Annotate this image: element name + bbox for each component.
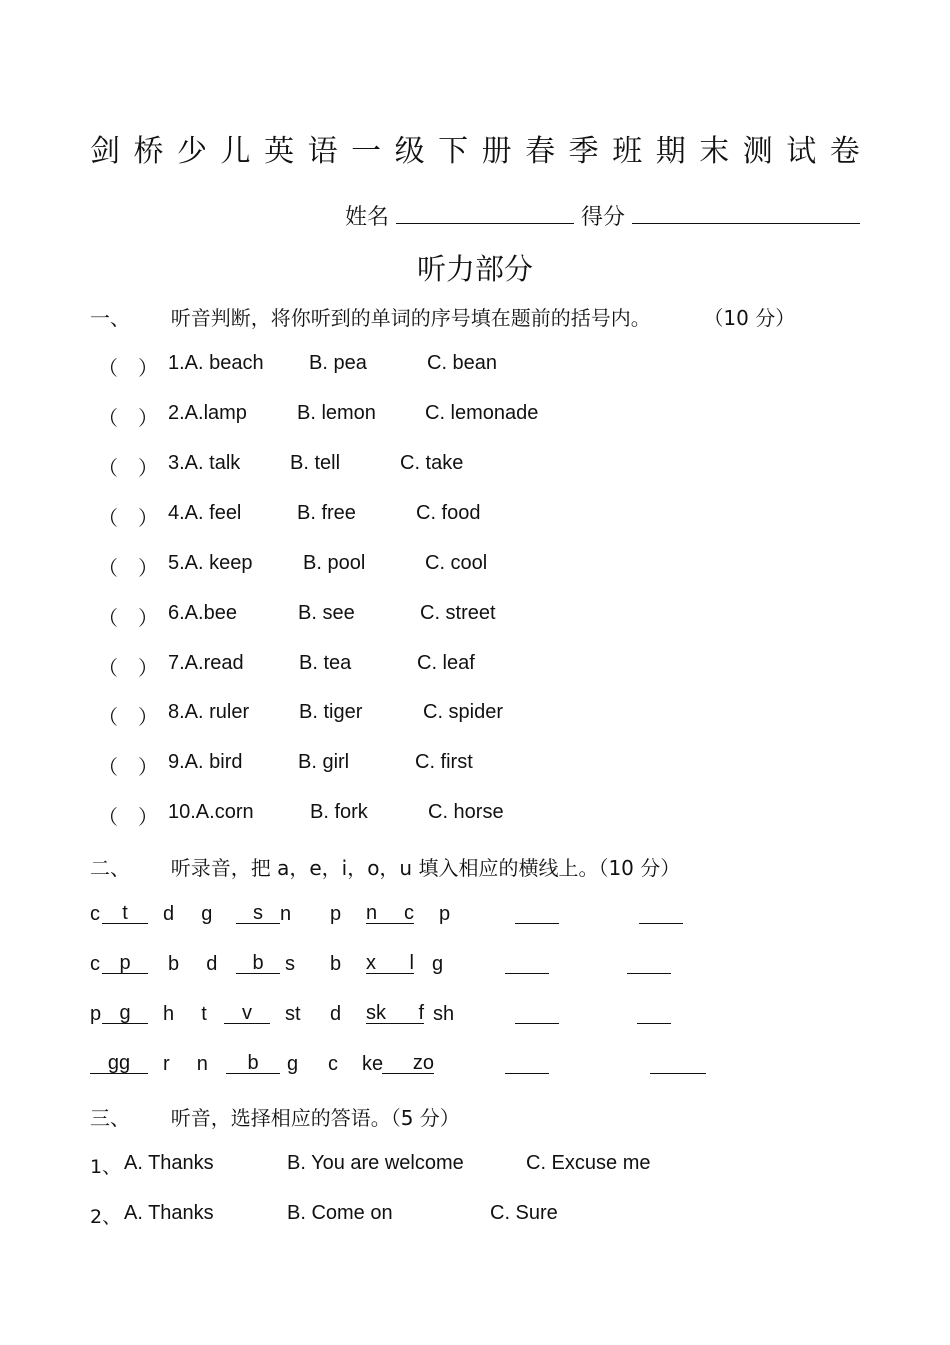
- title-char: 春: [525, 134, 556, 169]
- right-paren: ）: [138, 408, 158, 430]
- blank-letter[interactable]: g: [102, 1003, 148, 1024]
- option-b: B. lemon: [297, 402, 376, 424]
- blank-word[interactable]: [366, 1003, 424, 1024]
- question-number: 1、: [90, 1156, 122, 1178]
- word-start: p: [90, 1003, 102, 1025]
- option-a: A. Thanks: [124, 1202, 214, 1224]
- left-paren: （: [98, 408, 118, 430]
- option-c: C. Excuse me: [526, 1152, 651, 1174]
- option-c: C. bean: [427, 352, 498, 374]
- name-label: 姓名: [345, 205, 390, 230]
- section3-heading: [90, 1102, 460, 1131]
- word-end: sh: [433, 1003, 455, 1025]
- empty-blank[interactable]: [505, 1053, 549, 1074]
- option-b: B. Come on: [287, 1202, 393, 1224]
- left-paren: （: [98, 508, 118, 530]
- option-a: 8.A. ruler: [168, 701, 250, 724]
- section2-instruction: 听录音，把 a，e，i，o，u 填入相应的横线上。（10 分）: [170, 856, 681, 880]
- title-char: 试: [786, 134, 817, 169]
- option-c: C. street: [420, 601, 496, 624]
- title-char: 英: [264, 134, 295, 169]
- blank-word[interactable]: [366, 953, 414, 974]
- blank-letter[interactable]: b: [236, 953, 280, 974]
- blank-part: x: [366, 952, 376, 974]
- blank-letter[interactable]: v: [224, 1003, 270, 1024]
- title-char: 班: [612, 134, 643, 169]
- blank-part: n: [366, 902, 378, 924]
- title-char: 期: [655, 134, 686, 169]
- option-b: B. tiger: [299, 701, 363, 724]
- title-char: 级: [394, 134, 425, 169]
- left-paren: （: [98, 707, 118, 730]
- option-b: B. girl: [298, 751, 350, 774]
- option-b: B. tea: [299, 651, 352, 674]
- option-c: C. lemonade: [425, 402, 539, 424]
- option-a: 9.A. bird: [168, 751, 243, 774]
- word-letters: b d: [168, 953, 218, 975]
- option-a: 1.A. beach: [168, 352, 264, 374]
- option-b: B. see: [298, 601, 355, 624]
- title-char: 测: [742, 134, 773, 169]
- title-char: 季: [568, 134, 599, 169]
- blank-part: sk: [366, 1002, 386, 1024]
- option-c: C. horse: [428, 801, 504, 823]
- title-char: 卷: [829, 134, 860, 169]
- empty-blank[interactable]: [515, 903, 559, 924]
- score-label: 得分: [581, 205, 626, 230]
- option-b: B. pea: [309, 352, 367, 374]
- section3-instruction: 听音，选择相应的答语。（5 分）: [170, 1106, 460, 1130]
- option-c: C. first: [415, 751, 473, 774]
- option-b: B. pool: [303, 552, 366, 574]
- section1-number: 一、: [90, 306, 130, 330]
- title-char: 剑: [90, 134, 120, 169]
- word-start: ke: [362, 1053, 384, 1075]
- option-b: B. fork: [310, 801, 368, 823]
- option-b: B. You are welcome: [287, 1152, 464, 1174]
- section2-number: 二、: [90, 856, 130, 880]
- left-paren: （: [98, 558, 118, 580]
- empty-blank[interactable]: [639, 903, 683, 924]
- right-paren: ）: [138, 458, 158, 480]
- section3-number: 三、: [90, 1106, 130, 1130]
- word-start: c: [328, 1053, 338, 1075]
- blank-letter[interactable]: b: [226, 1053, 280, 1074]
- word-letters: d g: [163, 903, 213, 925]
- word-start: d: [330, 1003, 342, 1025]
- left-paren: （: [98, 358, 118, 380]
- option-c: C. take: [400, 452, 464, 474]
- option-a: 6.A.bee: [168, 601, 237, 624]
- blank-part: f: [418, 1002, 424, 1024]
- right-paren: ）: [138, 508, 158, 530]
- option-a: 5.A. keep: [168, 552, 253, 574]
- option-b: B. tell: [290, 452, 341, 474]
- title-char: 一: [351, 134, 382, 169]
- left-paren: （: [98, 807, 118, 829]
- section1-points: （10 分）: [703, 306, 796, 330]
- word-letters: h t: [163, 1003, 207, 1025]
- title-char: 少: [177, 134, 208, 169]
- option-a: 10.A.corn: [168, 801, 254, 823]
- empty-blank[interactable]: [627, 953, 671, 974]
- name-score-row: [345, 200, 860, 231]
- word-start: p: [330, 903, 342, 925]
- blank-word[interactable]: [366, 903, 414, 924]
- option-a: 4.A. feel: [168, 502, 242, 524]
- blank-letter[interactable]: t: [102, 903, 148, 924]
- section2-heading: [90, 852, 680, 881]
- option-c: C. food: [416, 502, 481, 524]
- empty-blank[interactable]: [650, 1053, 706, 1074]
- right-paren: ）: [138, 607, 158, 630]
- empty-blank[interactable]: [637, 1003, 671, 1024]
- word-start: b: [330, 953, 342, 975]
- question-number: 2、: [90, 1206, 122, 1228]
- title-char: 末: [699, 134, 730, 169]
- word-start: c: [90, 903, 100, 925]
- word-end: n: [280, 903, 292, 925]
- listening-heading: 听力部分: [416, 252, 533, 286]
- right-paren: ）: [138, 657, 158, 680]
- option-a: A. Thanks: [124, 1152, 214, 1174]
- blank-letter[interactable]: s: [236, 903, 280, 924]
- word-letters: r n: [163, 1053, 208, 1075]
- word-end: st: [285, 1003, 301, 1025]
- option-b: B. free: [297, 502, 356, 524]
- blank-letter[interactable]: gg: [90, 1053, 148, 1074]
- blank-letter[interactable]: zo: [382, 1053, 434, 1074]
- option-a: 2.A.lamp: [168, 402, 247, 424]
- word-end: s: [285, 953, 295, 975]
- right-paren: ）: [138, 807, 158, 829]
- word-end: p: [439, 903, 451, 925]
- option-c: C. spider: [423, 701, 504, 724]
- right-paren: ）: [138, 558, 158, 580]
- section1-heading: [90, 302, 795, 331]
- option-c: C. cool: [425, 552, 488, 574]
- empty-blank[interactable]: [515, 1003, 559, 1024]
- word-end: g: [432, 953, 444, 975]
- title-char: 册: [481, 134, 512, 169]
- left-paren: （: [98, 458, 118, 480]
- title-char: 下: [438, 134, 469, 169]
- title-char: 语: [307, 134, 338, 169]
- word-end: g: [287, 1053, 299, 1075]
- title-char: 桥: [133, 134, 164, 169]
- left-paren: （: [98, 757, 118, 780]
- empty-blank[interactable]: [505, 953, 549, 974]
- score-field[interactable]: [632, 203, 860, 224]
- title-char: 儿: [220, 134, 251, 169]
- page-title: [90, 126, 860, 170]
- blank-part: c: [404, 902, 414, 924]
- left-paren: （: [98, 657, 118, 680]
- blank-part: l: [409, 952, 414, 974]
- option-a: 7.A.read: [168, 651, 244, 674]
- word-start: c: [90, 953, 100, 975]
- section1-instruction: 听音判断，将你听到的单词的序号填在题前的括号内。: [170, 306, 651, 330]
- name-field[interactable]: [396, 203, 574, 224]
- option-c: C. leaf: [417, 651, 475, 674]
- left-paren: （: [98, 607, 118, 630]
- right-paren: ）: [138, 707, 158, 730]
- option-a: 3.A. talk: [168, 452, 241, 474]
- right-paren: ）: [138, 757, 158, 780]
- option-c: C. Sure: [490, 1202, 558, 1224]
- right-paren: ）: [138, 358, 158, 380]
- blank-letter[interactable]: p: [102, 953, 148, 974]
